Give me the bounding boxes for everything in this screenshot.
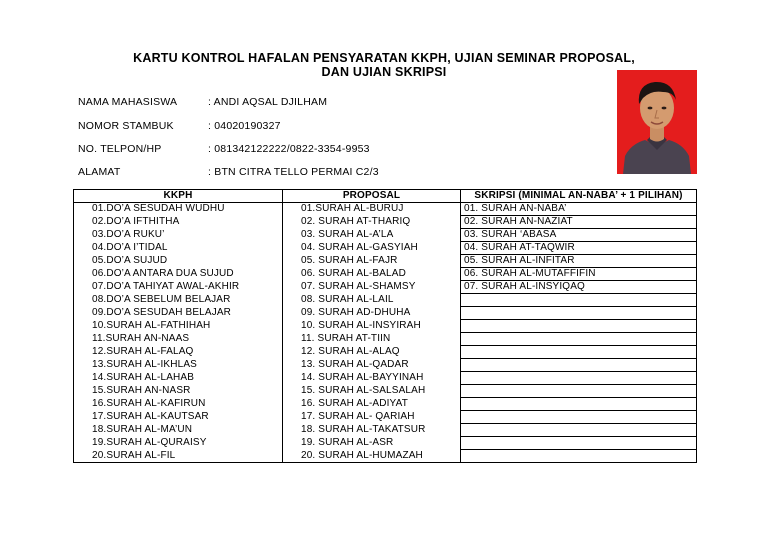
proposal-cell: 04. SURAH AL-GASYIAH bbox=[283, 242, 461, 255]
proposal-cell: 15. SURAH AL-SALSALAH bbox=[283, 385, 461, 398]
proposal-cell: 20. SURAH AL-HUMAZAH bbox=[283, 450, 461, 463]
proposal-cell: 17. SURAH AL- QARIAH bbox=[283, 411, 461, 424]
skripsi-cell: 01. SURAH AN-NABA’ bbox=[461, 203, 697, 216]
table-row bbox=[74, 255, 697, 268]
table-row bbox=[74, 242, 697, 255]
kkph-cell: 04.DO’A I’TIDAL bbox=[74, 242, 283, 255]
skripsi-cell bbox=[461, 333, 697, 346]
kkph-cell: 06.DO’A ANTARA DUA SUJUD bbox=[74, 268, 283, 281]
skripsi-cell bbox=[461, 398, 697, 411]
proposal-cell: 02. SURAH AT-THARIQ bbox=[283, 216, 461, 229]
kkph-cell: 09.DO’A SESUDAH BELAJAR bbox=[74, 307, 283, 320]
table-row bbox=[74, 294, 697, 307]
table-row bbox=[74, 372, 697, 385]
info-value: : 04020190327 bbox=[208, 120, 281, 132]
table-row bbox=[74, 359, 697, 372]
proposal-cell: 06. SURAH AL-BALAD bbox=[283, 268, 461, 281]
table-row bbox=[74, 424, 697, 437]
kkph-cell: 19.SURAH AL-QURAISY bbox=[74, 437, 283, 450]
info-value: : ANDI AQSAL DJILHAM bbox=[208, 96, 328, 108]
info-label: NOMOR STAMBUK bbox=[78, 120, 174, 132]
kkph-cell: 11.SURAH AN-NAAS bbox=[74, 333, 283, 346]
skripsi-cell: 04. SURAH AT-TAQWIR bbox=[461, 242, 697, 255]
skripsi-cell bbox=[461, 437, 697, 450]
skripsi-cell: 06. SURAH AL-MUTAFFIFIN bbox=[461, 268, 697, 281]
kkph-cell: 05.DO’A SUJUD bbox=[74, 255, 283, 268]
table-row bbox=[74, 268, 697, 281]
skripsi-cell bbox=[461, 385, 697, 398]
kkph-cell: 01.DO’A SESUDAH WUDHU bbox=[74, 203, 283, 216]
kkph-cell: 13.SURAH AL-IKHLAS bbox=[74, 359, 283, 372]
skripsi-cell bbox=[461, 307, 697, 320]
table-row bbox=[74, 346, 697, 359]
info-label: NAMA MAHASISWA bbox=[78, 96, 178, 108]
title-line-1: KARTU KONTROL HAFALAN PENSYARATAN KKPH, UJIAN SEMINAR PROPOSAL, bbox=[133, 51, 635, 65]
proposal-cell: 16. SURAH AL-ADIYAT bbox=[283, 398, 461, 411]
kkph-cell: 08.DO’A SEBELUM BELAJAR bbox=[74, 294, 283, 307]
kkph-cell: 12.SURAH AL-FALAQ bbox=[74, 346, 283, 359]
proposal-cell: 19. SURAH AL-ASR bbox=[283, 437, 461, 450]
table-row bbox=[74, 281, 697, 294]
proposal-cell: 08. SURAH AL-LAIL bbox=[283, 294, 461, 307]
skripsi-cell: 05. SURAH AL-INFITAR bbox=[461, 255, 697, 268]
skripsi-cell bbox=[461, 320, 697, 333]
kkph-cell: 02.DO’A IFTHITHA bbox=[74, 216, 283, 229]
portrait-photo bbox=[617, 70, 697, 174]
skripsi-cell bbox=[461, 294, 697, 307]
proposal-cell: 03. SURAH AL-A’LA bbox=[283, 229, 461, 242]
kkph-cell: 14.SURAH AL-LAHAB bbox=[74, 372, 283, 385]
table-row bbox=[74, 229, 697, 242]
proposal-cell: 09. SURAH AD-DHUHA bbox=[283, 307, 461, 320]
kkph-cell: 15.SURAH AN-NASR bbox=[74, 385, 283, 398]
proposal-cell: 12. SURAH AL-ALAQ bbox=[283, 346, 461, 359]
header-proposal: PROPOSAL bbox=[283, 190, 461, 203]
proposal-cell: 18. SURAH AL-TAKATSUR bbox=[283, 424, 461, 437]
kkph-cell: 16.SURAH AL-KAFIRUN bbox=[74, 398, 283, 411]
document-title bbox=[60, 51, 708, 79]
table-row bbox=[74, 398, 697, 411]
kkph-cell: 03.DO’A RUKU’ bbox=[74, 229, 283, 242]
table-row bbox=[74, 307, 697, 320]
table-row bbox=[74, 437, 697, 450]
info-label: NO. TELPON/HP bbox=[78, 143, 162, 155]
table-row bbox=[74, 203, 697, 216]
skripsi-cell: 07. SURAH AL-INSYIQAQ bbox=[461, 281, 697, 294]
skripsi-cell bbox=[461, 359, 697, 372]
skripsi-cell: 03. SURAH ‘ABASA bbox=[461, 229, 697, 242]
skripsi-cell bbox=[461, 411, 697, 424]
table-row bbox=[74, 411, 697, 424]
header-skripsi: SKRIPSI (MINIMAL AN-NABA’ + 1 PILIHAN) bbox=[461, 190, 697, 203]
title-line-2: DAN UJIAN SKRIPSI bbox=[321, 65, 447, 79]
proposal-cell: 10. SURAH AL-INSYIRAH bbox=[283, 320, 461, 333]
skripsi-cell bbox=[461, 450, 697, 463]
info-label: ALAMAT bbox=[78, 166, 121, 178]
table-header-row bbox=[74, 190, 697, 203]
info-value: : BTN CITRA TELLO PERMAI C2/3 bbox=[208, 166, 379, 178]
proposal-cell: 05. SURAH AL-FAJR bbox=[283, 255, 461, 268]
table-row bbox=[74, 450, 697, 463]
skripsi-cell bbox=[461, 346, 697, 359]
proposal-cell: 14. SURAH AL-BAYYINAH bbox=[283, 372, 461, 385]
proposal-cell: 13. SURAH AL-QADAR bbox=[283, 359, 461, 372]
kkph-cell: 17.SURAH AL-KAUTSAR bbox=[74, 411, 283, 424]
table-row bbox=[74, 320, 697, 333]
table-row bbox=[74, 216, 697, 229]
skripsi-cell bbox=[461, 424, 697, 437]
proposal-cell: 11. SURAH AT-TIIN bbox=[283, 333, 461, 346]
header-kkph: KKPH bbox=[74, 190, 283, 203]
info-value: : 081342122222/0822-3354-9953 bbox=[208, 143, 370, 155]
kkph-cell: 10.SURAH AL-FATHIHAH bbox=[74, 320, 283, 333]
kkph-cell: 18.SURAH AL-MA’UN bbox=[74, 424, 283, 437]
skripsi-cell bbox=[461, 372, 697, 385]
table-row bbox=[74, 333, 697, 346]
proposal-cell: 01.SURAH AL-BURUJ bbox=[283, 203, 461, 216]
table-row bbox=[74, 385, 697, 398]
kkph-cell: 20.SURAH AL-FIL bbox=[74, 450, 283, 463]
skripsi-cell: 02. SURAH AN-NAZIAT bbox=[461, 216, 697, 229]
proposal-cell: 07. SURAH AL-SHAMSY bbox=[283, 281, 461, 294]
memorization-table bbox=[73, 189, 697, 463]
kkph-cell: 07.DO’A TAHIYAT AWAL-AKHIR bbox=[74, 281, 283, 294]
